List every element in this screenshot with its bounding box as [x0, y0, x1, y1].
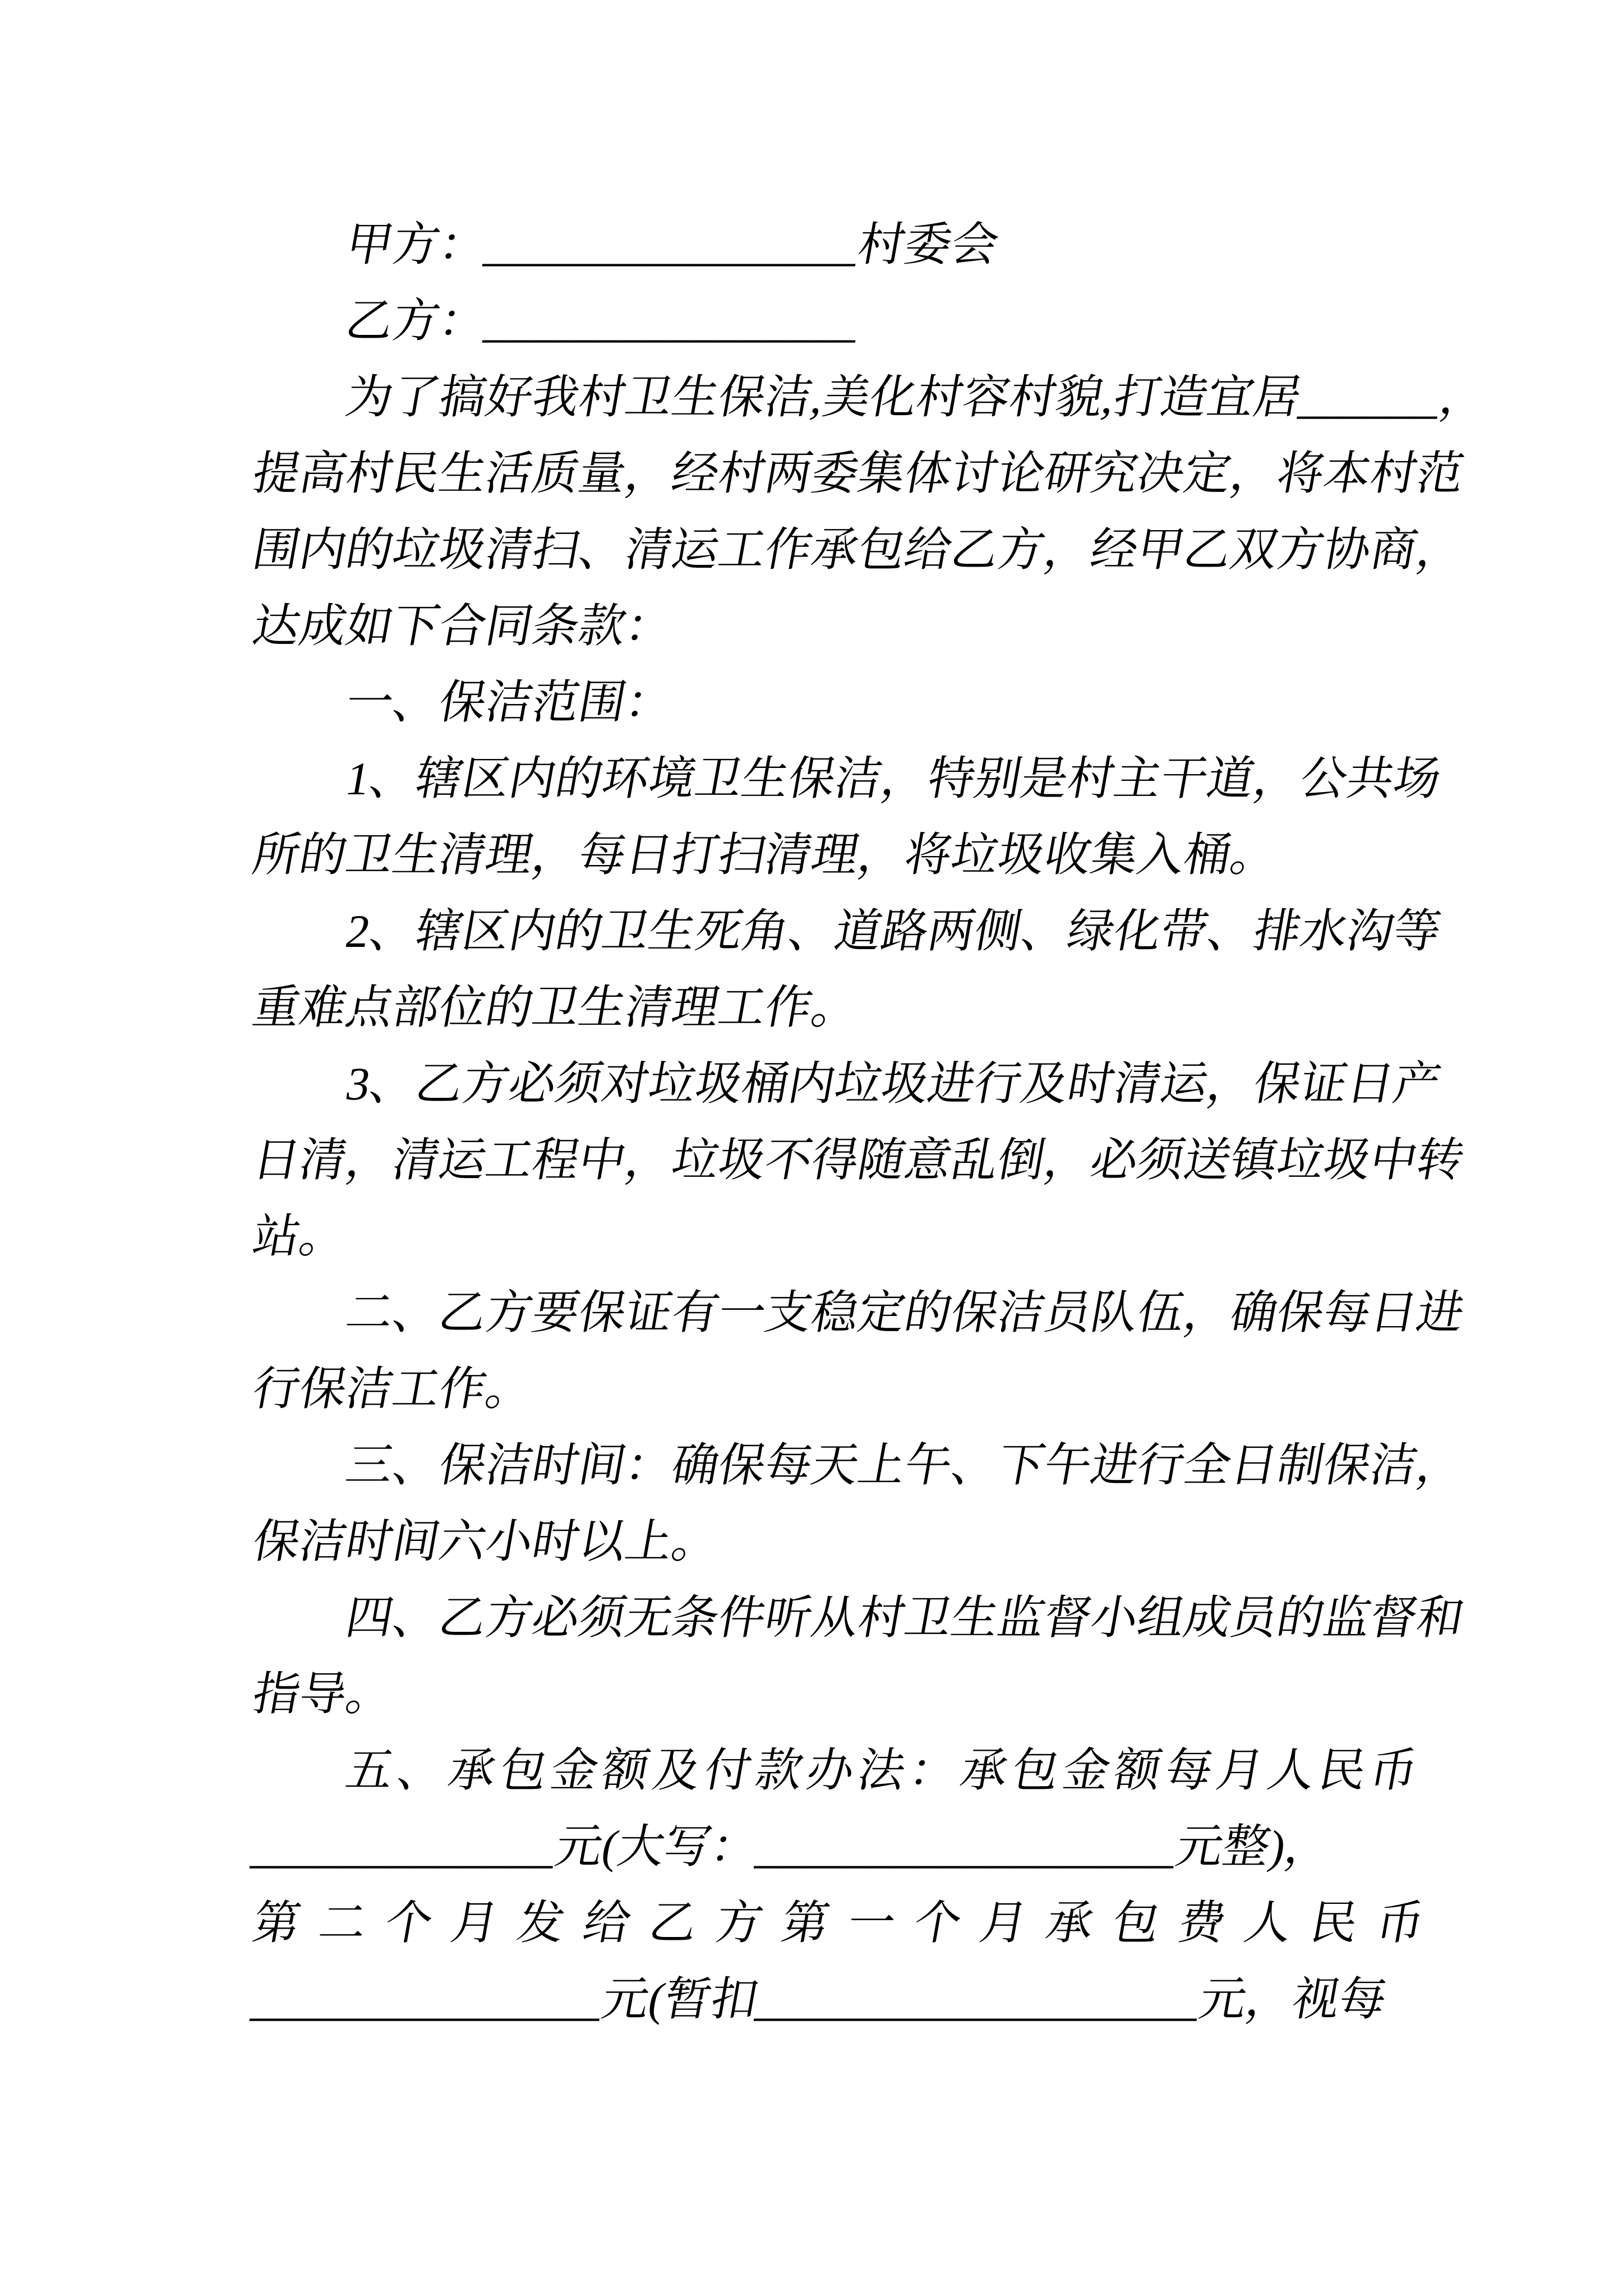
document-line: 1、辖区内的环境卫生保洁，特别是村主干道，公共场 — [342, 753, 1445, 804]
document-line: 日清，清运工程中，垃圾不得随意乱倒，必须送镇垃圾中转 — [248, 1134, 1469, 1186]
document-line: 乙方：________________ — [342, 295, 864, 347]
document-text — [247, 206, 1492, 2037]
document-line: 三、保洁时间：确保每天上午、下午进行全日制保洁， — [342, 1439, 1469, 1491]
document-line: 所的卫生清理，每日打扫清理，将垃圾收集入桶。 — [248, 829, 1283, 881]
document-line: 站。 — [248, 1211, 352, 1262]
document-line: 第二个月发给乙方第一个月承包费人民币 — [248, 1897, 1448, 1949]
document-line: 甲方：________________村委会 — [342, 219, 1003, 270]
document-line: 3、乙方必须对垃圾桶内垃圾进行及时清运，保证日产 — [342, 1058, 1445, 1110]
document-line: _______________元(暂扣___________________元，视每 — [248, 1973, 1391, 2025]
document-line: 达成如下合同条款： — [248, 600, 677, 652]
document-line: 保洁时间六小时以上。 — [248, 1516, 724, 1567]
document-line: 提高村民生活质量，经村两委集体讨论研究决定，将本村范 — [248, 448, 1469, 499]
document-line: 为了搞好我村卫生保洁,美化村容村貌,打造宜居______， — [342, 371, 1492, 423]
document-line: 五、承包金额及付款办法：承包金额每月人民币 — [342, 1745, 1427, 1796]
document-line: 围内的垃圾清扫、清运工作承包给乙方，经甲乙双方协商， — [248, 524, 1469, 576]
document-line: 重难点部位的卫生清理工作。 — [248, 982, 864, 1033]
document-line: 二、乙方要保证有一支稳定的保洁员队伍，确保每日进 — [342, 1287, 1469, 1338]
document-line: 四、乙方必须无条件听从村卫生监督小组成员的监督和 — [342, 1592, 1469, 1644]
document-line: 一、保洁范围： — [342, 677, 677, 728]
document-line: 行保洁工作。 — [248, 1363, 538, 1415]
document-line: 指导。 — [248, 1668, 398, 1720]
document-line: _____________元(大写：__________________元整)， — [248, 1821, 1336, 1872]
document-line: 2、辖区内的卫生死角、道路两侧、绿化带、排水沟等 — [342, 905, 1445, 957]
